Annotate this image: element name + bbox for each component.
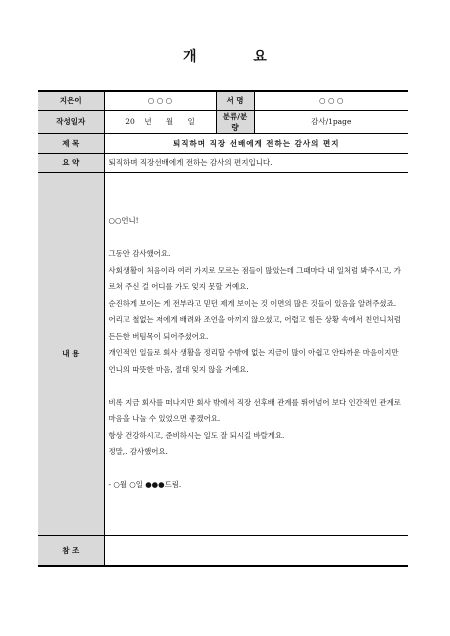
summary-label: 요 약 <box>38 153 104 172</box>
content-row <box>38 172 408 535</box>
content-body <box>104 172 408 535</box>
date-row <box>38 110 408 133</box>
signature-line: - ○월 ○일 ●●●드림. <box>108 480 182 490</box>
content-label: 내 용 <box>38 172 104 535</box>
name-label: 서 명 <box>216 91 254 110</box>
reference-row <box>38 535 408 566</box>
subject-label: 제 목 <box>38 133 104 153</box>
category-value: 감사/1page <box>254 110 408 133</box>
page-title: 개 요 <box>183 49 293 65</box>
name-value: ○ ○ ○ <box>254 91 408 110</box>
subject-row <box>38 133 408 153</box>
subject-value: 퇴직하며 직장 선배에게 전하는 감사의 편지 <box>104 133 408 153</box>
reference-label: 참 조 <box>38 535 104 566</box>
paragraph-line: 그동안 감사했어요. <box>108 249 171 259</box>
paragraph-line: 비록 지금 회사를 떠나지만 회사 밖에서 직장 선후배 관계를 뛰어넘어 보다 인간적인 관계로 마음을 나눌 수 있었으면 좋겠어요. <box>108 397 401 424</box>
paragraph-line: 순진하게 보이는 게 전부라고 믿던 제게 보이는 것 이면의 많은 것들이 있음을 알려주셨죠. <box>108 298 397 308</box>
summary-row <box>38 153 408 172</box>
paragraph-line: 정말,. 감사했어요. <box>108 447 168 457</box>
category-label: 분류/분량 <box>216 110 254 133</box>
author-value: ○ ○ ○ <box>104 91 216 110</box>
date-label: 작성일자 <box>38 110 104 133</box>
reference-value <box>104 535 408 566</box>
author-row <box>38 91 408 110</box>
date-value: 20 년 월 일 <box>104 110 216 133</box>
paragraph-line: 항상 건강하시고, 준비하시는 일도 잘 되시길 바랄게요. <box>108 430 285 440</box>
paragraph-line: 어리고 철없는 저에게 배려와 조언을 아끼지 않으셨고, 어렵고 힘든 상황 속에서 친언니처럼 든든한 버팀목이 되어주셨어요. <box>108 315 401 341</box>
paragraph-line: 개인적인 일들로 회사 생활을 정리할 수밖에 없는 지금이 많이 아쉽고 안타까운 마음이지만 언니의 따뜻한 마음, 절대 잊지 않을 거예요. <box>108 348 399 374</box>
paragraph-line: 사회생활이 처음이라 여러 가지로 모르는 점들이 많았는데 그때마다 내 일처럼 봐주시고, 가르쳐 주신 걸 어디를 가도 잊지 못할 거예요. <box>108 265 401 292</box>
author-label: 지은이 <box>38 91 104 110</box>
summary-form-table <box>38 90 408 567</box>
greeting-line: ○○언니! <box>108 216 139 226</box>
summary-value: 퇴직하며 직장선배에게 전하는 감사의 편지입니다. <box>104 153 408 172</box>
